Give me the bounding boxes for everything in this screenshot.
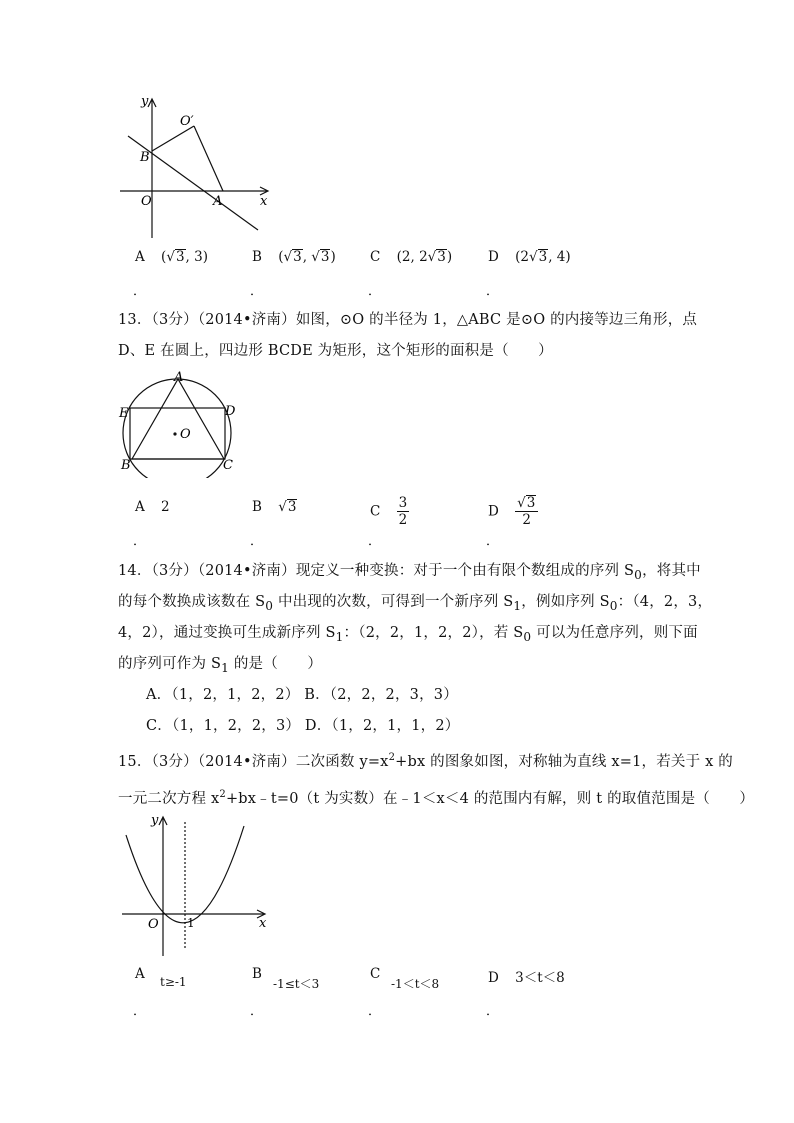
q13-option-c-denominator: 2 <box>398 512 408 528</box>
q14-options-row-2: C．（1，1，2，2，3） D．（1，2，1，1，2） <box>146 718 460 734</box>
q13-option-c <box>370 495 409 528</box>
q15-line-1-b: +bx 的图象如图，对称轴为直线 x=1，若关于 x 的 <box>395 753 733 770</box>
q13-rectangle-bcde <box>130 408 225 459</box>
q12-label-b: B <box>140 150 150 165</box>
q14-stem-line-1 <box>118 561 701 585</box>
q15-label-x: x <box>259 916 267 931</box>
q12-option-d-head: (2 <box>515 249 529 265</box>
q13-label-b: B <box>121 458 131 473</box>
q12-option-c-radicand: 3 <box>437 249 446 265</box>
q14-stem-line-3 <box>118 623 698 647</box>
q15-option-c-value: -1＜t＜8 <box>391 977 440 991</box>
q12-option-a: A (√3, 3) <box>135 249 208 265</box>
q14-line-3-sub-2: 0 <box>523 629 532 644</box>
q13-option-d-denominator: 2 <box>522 512 532 528</box>
q15-stem-line-1 <box>118 748 733 772</box>
q13-dot-d: ． <box>486 534 500 549</box>
q12-option-a-radicand: 3 <box>175 249 185 265</box>
q15-dot-a: ． <box>133 1004 147 1019</box>
q13-option-a-value: 2 <box>161 499 170 515</box>
q15-line-2-b: +bx﹣t=0（t 为实数）在﹣1＜x＜4 的范围内有解，则 t 的取值范围是（ ） <box>225 790 755 807</box>
q13-label-a: A <box>174 370 184 385</box>
q15-label-o: O <box>148 917 159 932</box>
q13-dot-b: ． <box>250 534 264 549</box>
q14-line-1-sub: 0 <box>634 567 643 582</box>
q13-option-c-numerator: 3 <box>398 495 408 511</box>
q15-stem-line-2 <box>118 785 754 809</box>
q15-option-a-letter: A <box>135 966 145 982</box>
q13-circle <box>123 379 231 478</box>
q12-option-c-head: (2, 2 <box>396 249 428 265</box>
q15-figure <box>112 810 272 960</box>
q15-label-y: y <box>151 813 159 828</box>
q12-option-b-radicand-1: 3 <box>293 249 302 265</box>
q12-option-d-letter: D <box>488 249 499 265</box>
q13-label-d: D <box>225 404 236 419</box>
q12-label-o-prime: O′ <box>180 114 194 129</box>
q12-segment-oa <box>194 126 223 191</box>
q12-dot-a: ． <box>133 284 147 299</box>
q15-line-1-sup: 2 <box>388 752 396 763</box>
q14-line-4-sub: 1 <box>221 660 230 675</box>
q15-dot-c: ． <box>368 1004 382 1019</box>
q14-line-2-b: 中出现的次数，可得到一个新序列 S <box>273 594 514 610</box>
q13-option-b: B √3 <box>252 499 297 515</box>
q12-label-a: A <box>213 194 223 209</box>
q12-option-c-letter: C <box>370 249 381 265</box>
q13-option-d-radicand: 3 <box>526 495 536 511</box>
q13-label-o: O <box>180 427 191 442</box>
q13-figure <box>112 368 250 478</box>
q14-options-row-1: A．（1，2，1，2，2） B．（2，2，2，3，3） <box>146 687 458 703</box>
q13-dot-a: ． <box>133 534 147 549</box>
q14-line-4-a: 的序列可作为 S <box>118 656 222 672</box>
q12-option-c: C (2, 2√3) <box>370 249 453 265</box>
q12-option-b-letter: B <box>252 249 262 265</box>
q12-dot-d: ． <box>486 284 500 299</box>
q14-line-3-c: 可以为任意序列，则下面 <box>531 625 698 641</box>
q13-option-d-letter: D <box>488 503 499 520</box>
q13-option-c-letter: C <box>370 503 381 520</box>
q13-option-a <box>135 499 170 515</box>
q13-stem-line-2: D、E 在圆上，四边形 BCDE 为矩形，这个矩形的面积是（ ） <box>118 343 553 359</box>
q12-option-a-letter: A <box>135 249 145 265</box>
q15-option-a-value: t≥-1 <box>160 975 187 989</box>
q15-line-2-sup: 2 <box>219 789 226 800</box>
q15-line-2-a: 一元二次方程 x <box>118 790 220 807</box>
q14-line-2-sub-2: 1 <box>513 598 522 613</box>
q14-line-2-sub-3: 0 <box>609 598 618 613</box>
q12-label-o: O <box>141 194 152 209</box>
q12-option-d-radicand: 3 <box>538 249 548 265</box>
q12-option-a-tail: , 3) <box>185 249 208 265</box>
q14-line-2-a: 的每个数换成该数在 S <box>118 594 266 610</box>
q15-option-a <box>135 966 145 982</box>
q15-option-b-letter: B <box>252 966 262 982</box>
q14-line-1-tail: ，将其中 <box>642 563 701 579</box>
q14-line-3-a: 4，2），通过变换可生成新序列 S <box>118 625 336 641</box>
q15-option-d-letter: D <box>488 970 499 986</box>
q15-option-c <box>370 966 380 982</box>
q15-line-1-a: 15．（3分）（2014•济南）二次函数 y=x <box>118 753 389 770</box>
q15-option-b <box>252 966 262 982</box>
q14-line-3-sub-1: 1 <box>335 629 344 644</box>
q13-option-d: D $\frac{√3}{2}$ <box>488 495 538 528</box>
q14-stem-line-4 <box>118 654 322 678</box>
q14-stem-line-2 <box>118 592 712 616</box>
q13-center-point <box>173 432 176 435</box>
q13-option-a-letter: A <box>135 499 145 515</box>
q15-option-d-value: 3＜t＜8 <box>515 970 565 986</box>
q12-dot-c: ． <box>368 284 382 299</box>
q15-option-c-letter: C <box>370 966 381 982</box>
q15-dot-d: ． <box>486 1004 500 1019</box>
q15-label-1: 1 <box>187 916 195 930</box>
q14-line-4-b: 的是（ ） <box>229 656 323 672</box>
q13-label-c: C <box>223 458 233 473</box>
q14-line-1-text: 14．（3分）（2014•济南）现定义一种变换：对于一个由有限个数组成的序列 S <box>118 563 635 579</box>
q12-segment-bo <box>152 126 194 151</box>
q12-figure <box>110 90 280 240</box>
q12-option-d-tail: , 4) <box>548 249 571 265</box>
q12-option-b-radicand-2: 3 <box>320 249 330 265</box>
q13-dot-c: ． <box>368 534 382 549</box>
q13-label-e: E <box>119 406 129 421</box>
q13-option-b-radicand: 3 <box>287 499 297 515</box>
q12-option-d: D (2√3, 4) <box>488 249 571 265</box>
q15-option-d <box>488 966 565 986</box>
q12-dot-b: ． <box>250 284 264 299</box>
q14-line-3-b: ：（2，2，1，2，2），若 S <box>343 625 524 641</box>
q12-label-y: y <box>141 94 149 109</box>
q14-line-2-sub-1: 0 <box>265 598 274 613</box>
q14-line-2-c: ，例如序列 S <box>521 594 610 610</box>
q15-option-b-value: -1≤t＜3 <box>273 977 320 991</box>
q14-line-2-d: ：（4，2，3， <box>617 594 713 610</box>
q12-label-x: x <box>260 194 268 209</box>
q12-option-b: B (√3, √3) <box>252 249 336 265</box>
q13-option-b-letter: B <box>252 499 262 515</box>
q15-dot-b: ． <box>250 1004 264 1019</box>
q13-stem-line-1: 13．（3分）（2014•济南）如图，⊙O 的半径为 1，△ABC 是⊙O 的内接等边三角形，点 <box>118 312 698 328</box>
